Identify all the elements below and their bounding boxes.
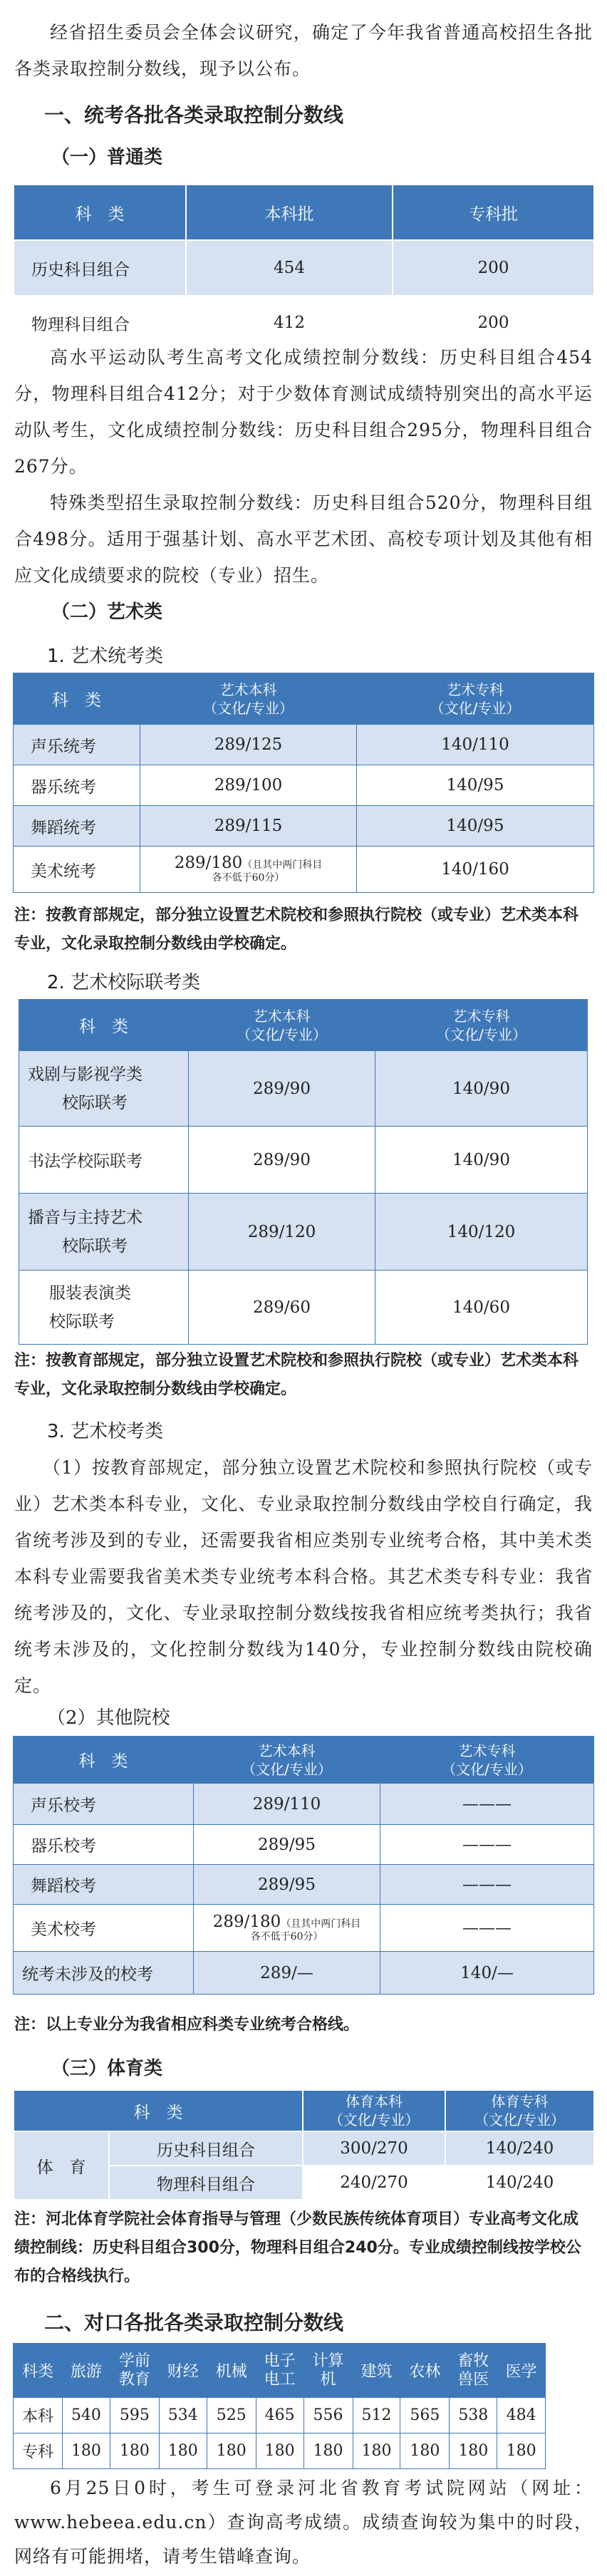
table-row: 物理科目组合 412 200 [14,296,594,350]
section2-heading: 二、对口各批各类录取控制分数线 [44,2311,344,2334]
art-unified-col-bachelor: 艺术本科 （文化/专业） [140,673,357,725]
table-row: 服装表演类 校际联考 289/60 140/60 [19,1271,588,1345]
table-row: 声乐校考 289/110 ——— [14,1784,594,1825]
art-school-note: 注：以上专业分为我省相应科类专业统考合格线。 [14,2016,360,2034]
special-type-paragraph: 特殊类型招生录取控制分数线：历史科目组合520分，物理科目组合498分。适用于强基计划、高水平艺术团、高校专项计划及其他有相应文化成绩要求的院校（专业）招生。 [14,492,593,586]
sports-col-college: 体育专科 （文化/专业） [445,2090,594,2131]
art-joint-table [19,999,588,1345]
table-row: 戏剧与影视学类 校际联考 289/90 140/90 [19,1051,588,1127]
table-row: 体 育 历史科目组合 300/270 140/240 [14,2131,594,2166]
vocational-table [13,2343,593,2469]
section1-heading: 一、统考各批各类录取控制分数线 [44,103,344,127]
art-unified-note: 注：按教育部规定，部分独立设置艺术院校和参照执行院校（或专业）艺术类本科专业，文化录取控制分数线由学校确定。 [14,906,579,953]
vocational-header-row: 科类 旅游 学前 教育 财经 机械 电子 电工 计算 机 建筑 农林 畜牧 兽医 医学 [14,2344,593,2398]
intro-paragraph: 经省招生委员会全体会议研究，确定了今年我省普通高校招生各批各类录取控制分数线，现予以公布。 [14,22,593,79]
general-col-bachelor: 本科批 [186,185,393,240]
table-row: 专科 180 180 180 180 180 180 180 180 180 180 [14,2433,593,2469]
sports-group-label: 体 育 [14,2131,109,2200]
art-school-table [13,1736,594,1995]
art-unified-heading: 1. 艺术统考类 [47,646,164,667]
table-row: 美术统考 289/180（且其中两门科目 各不低于60分） 140/160 [14,847,594,893]
general-col-college: 专科批 [393,185,594,240]
table-row: 书法学校际联考 289/90 140/90 [19,1127,588,1194]
art-school-col-bachelor: 艺术本科 （文化/专业） [194,1737,380,1784]
table-row: 器乐统考 289/100 140/95 [14,765,594,806]
art-school-col-college: 艺术专科 （文化/专业） [380,1737,594,1784]
table-row: 舞蹈校考 289/95 ——— [14,1865,594,1905]
art-joint-col-bachelor: 艺术本科 （文化/专业） [189,1000,375,1051]
table-row: 声乐统考 289/125 140/110 [14,725,594,765]
sports-col-subject: 科 类 [14,2090,303,2131]
sports-team-paragraph: 高水平运动队考生高考文化成绩控制分数线：历史科目组合454分，物理科目组合412分；对于少数体育测试成绩特别突出的高水平运动队考生，文化成绩控制分数线：历史科目组合295分，物理科目组合267分。 [14,347,593,477]
table-row: 物理科目组合 240/270 140/240 [14,2166,594,2200]
general-col-subject: 科 类 [14,185,186,240]
table-row: 历史科目组合 454 200 [14,240,594,296]
footer-paragraph: 6月25日0时，考生可登录河北省教育考试院网站（网址：www.hebeea.edu.cn）查询高考成绩。成绩查询较为集中的时段，网络有可能拥堵，请考生错峰查询。 [14,2478,593,2567]
art-joint-note: 注：按教育部规定，部分独立设置艺术院校和参照执行院校（或专业）艺术类本科专业，文化录取控制分数线由学校确定。 [14,1352,579,1398]
sports-heading: （三）体育类 [51,2058,163,2079]
art-joint-col-subject: 科 类 [19,1000,189,1051]
art-school-heading: 3. 艺术校考类 [47,1421,164,1442]
sports-note: 注：河北体育学院社会体育指导与管理（少数民族传统体育项目）专业高考文化成绩控制线：历史科目组合300分，物理科目组合240分。专业成绩控制线按学校公布的合格线执行。 [14,2210,581,2285]
sports-table [13,2089,595,2200]
art-school-col-subject: 科 类 [14,1737,194,1784]
general-heading: （一）普通类 [51,147,163,168]
sports-col-bachelor: 体育本科 （文化/专业） [303,2090,445,2131]
art-unified-table [13,673,594,893]
art-joint-col-college: 艺术专科 （文化/专业） [375,1000,588,1051]
general-table [13,184,595,351]
table-row: 播音与主持艺术 校际联考 289/120 140/120 [19,1194,588,1271]
art-school-other-heading: （2）其他院校 [47,1707,170,1729]
art-unified-col-subject: 科 类 [14,673,140,725]
table-row: 统考未涉及的校考 289/— 140/— [14,1952,594,1995]
art-school-paragraph: （1）按教育部规定，部分独立设置艺术院校和参照执行院校（或专业）艺术类本科专业，文化、专业录取控制分数线由学校自行确定，我省统考涉及到的专业，还需要我省相应类别专业统考合格，其中美术类本科专业需要我省美术类专业统考本科合格。其艺术类专科专业：我省统考涉及的，文化、专业录取控制分数线按我省相应统考类执行；我省统考未涉及的，文化控制分数线为140分，专业控制分数线由院校确定。 [14,1457,593,1696]
table-row: 舞蹈统考 289/115 140/95 [14,806,594,847]
table-row: 器乐校考 289/95 ——— [14,1825,594,1865]
art-heading: （二）艺术类 [51,601,163,623]
table-row: 本科 540 595 534 525 465 556 512 565 538 484 [14,2398,593,2433]
art-unified-col-college: 艺术专科 （文化/专业） [357,673,594,725]
art-joint-heading: 2. 艺术校际联考类 [47,972,201,993]
table-row: 美术校考 289/180（且其中两门科目 各不低于60分） ——— [14,1905,594,1952]
